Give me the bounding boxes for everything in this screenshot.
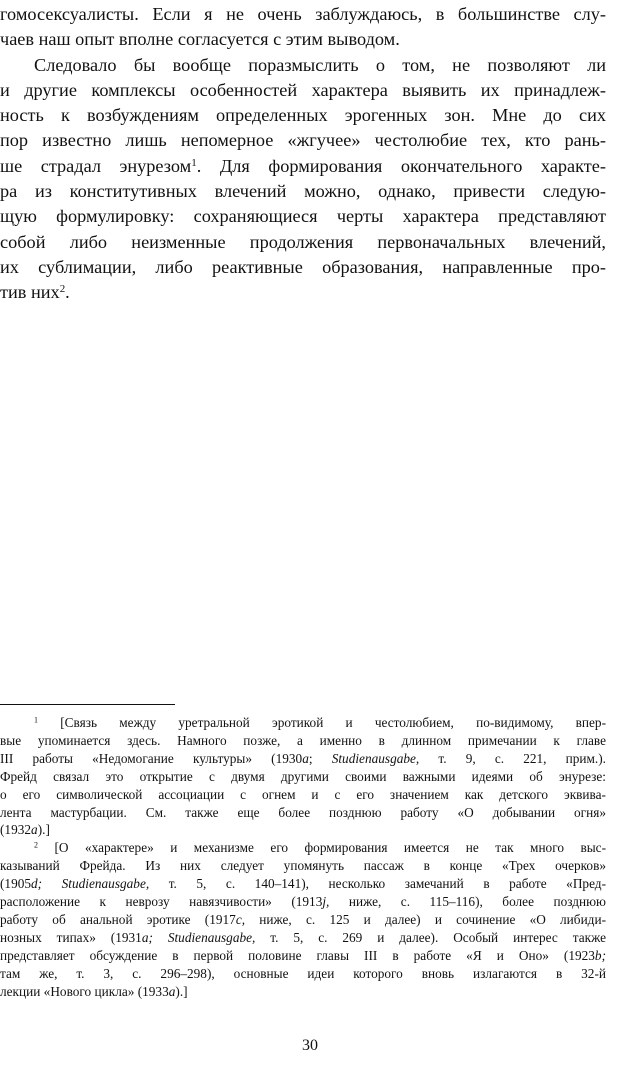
text-line: их сублимации, либо реактивные образования, направленные про- [0,256,606,277]
main-text [0,2,606,306]
text-line [0,154,606,179]
text-line: Следовало бы вообще поразмыслить о том, не позволяют ли [34,54,606,75]
text-fragment: лекции «Нового цикла» (1933 [0,983,169,999]
footnote-line [0,911,606,929]
footnote-marker-2: 2 [34,840,38,850]
text-fragment: Для формирования окончательного характе- [219,155,606,176]
text-fragment: [О «характере» и механизме его формирования имеется не так много выс- [54,840,606,856]
text-line: чаев наш опыт вполне согласуется с этим выводом. [0,29,400,50]
footnote-marker-1: 1 [34,715,38,725]
footnote-ref-2: 2 [59,283,66,296]
text-fragment: j, [322,894,330,910]
text-line: собой либо неизменные продолжения первоначальных влечений, [0,231,606,252]
text-fragment: (1932 [0,822,32,838]
text-line [0,280,606,305]
page-number: 30 [302,1037,318,1054]
text-fragment: расположение к неврозу навязчивости» (1913 [0,894,323,910]
text-fragment: a; Studienausgabe, [141,929,256,945]
text-line: ра из конститутивных влечений можно, однако, привести следую- [0,181,606,202]
text-fragment: . [196,155,220,176]
text-line: пор известно лишь непомерное «жгучее» честолюбие тех, кто рань- [0,130,606,151]
text-line: гомосексуалисты. Если я не очень заблуждаюсь, в большинстве слу- [0,4,606,24]
footnotes [0,714,606,1001]
text-line: и другие комплексы особенностей характера выявить их принадлеж- [0,79,606,100]
text-fragment: a [168,983,176,999]
text-fragment: d; Studienausgabe, [31,876,150,892]
text-fragment: . [65,282,70,303]
text-fragment: a [302,750,309,766]
text-fragment: III работы «Недомогание культуры» (1930 [0,750,303,766]
footnote-line: лента мастурбации. См. также еще более позднюю работу «О добывании огня» [0,804,606,820]
text-fragment: работу об анальной эротике (1917 [0,911,236,927]
text-fragment: Studienausgabe, [331,750,420,766]
text-fragment: ).] [175,983,188,999]
footnote-line [0,714,606,732]
footnote-line [0,750,606,768]
text-fragment: (1905 [0,876,32,892]
text-fragment: нозных типах» (1931 [0,929,142,945]
footnote-line [0,983,606,1001]
footnote-line: казываний Фрейда. Из них следует упомянуть пассаж в конце «Трех очерков» [0,858,606,874]
text-fragment: ниже, с. 115–116), более позднюю [329,894,606,910]
text-fragment: b; [594,947,606,963]
text-fragment: ше страдал энурезом [0,155,192,176]
footnote-line [0,839,606,857]
footnote-ref-1: 1 [191,156,197,169]
text-fragment: ).] [37,822,50,838]
text-fragment: a [31,822,38,838]
text-fragment: [Связь между уретральной эротикой и честолюбием, по-видимому, впер- [60,715,606,730]
text-fragment: ниже, с. 125 и далее) и сочинение «О либиди- [245,911,606,927]
footnote-separator [0,704,175,705]
footnote-line [0,821,606,839]
footnote-line [0,875,606,893]
footnote-line: Фрейд связал это открытие с двумя другими своими важными идеями об энурезе: [0,768,606,784]
footnote-line [0,929,606,947]
text-fragment: т. 5, с. 140–141), несколько замечаний в работе «Пред- [149,876,607,892]
text-line: щую формулировку: сохраняющиеся черты характера представляют [0,206,606,227]
text-fragment: т. 9, с. 221, прим.). [419,750,606,766]
text-fragment: c, [235,911,246,927]
footnote-line [0,893,606,911]
footnote-line [0,947,606,965]
text-fragment: тив них [0,282,60,303]
text-line: ность к возбуждениям определенных эрогенных зон. Мне до сих [0,105,606,126]
footnote-line: там же, т. 3, с. 296–298), основные идеи которого вновь излагаются в 32-й [0,965,606,981]
footnote-line: вые упоминается здесь. Намного позже, а именно в длинном примечании к главе [0,732,606,748]
text-fragment: т. 5, с. 269 и далее). Особый интерес также [255,929,606,945]
text-fragment: представляет обсуждение в первой половине главы III в работе «Я и Оно» (1923 [0,947,595,963]
text-fragment: ; [308,750,332,766]
footnote-line: о его символической ассоциации с огнем и с его значением как детского эквива- [0,786,606,802]
